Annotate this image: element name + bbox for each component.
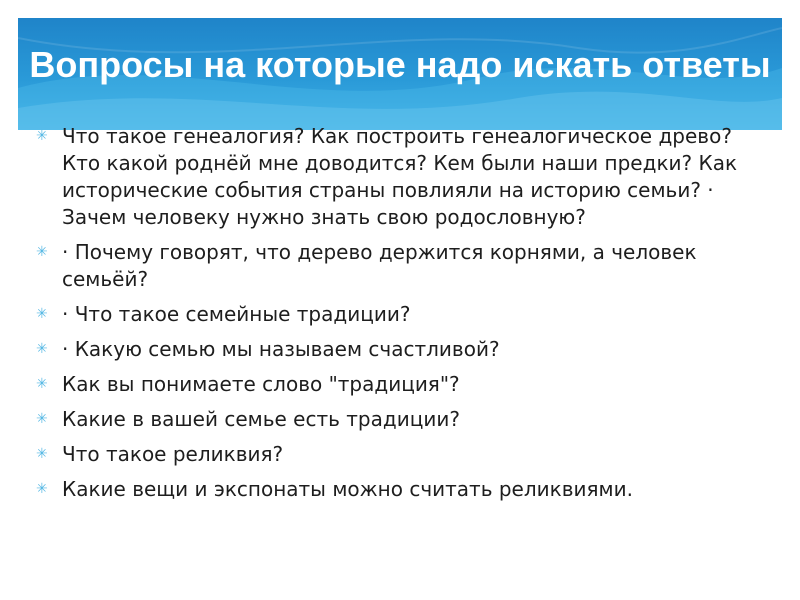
question-list [36,123,756,511]
list-item-text: · Какую семью мы называем счастливой? [62,337,500,361]
list-item-text: Что такое реликвия? [62,442,284,466]
star-bullet-icon: ✳ [36,128,48,144]
list-item [36,476,756,503]
list-item [36,441,756,468]
slide-title: Вопросы на которые надо искать ответы [29,44,771,85]
star-bullet-icon: ✳ [36,446,48,462]
star-bullet-icon: ✳ [36,411,48,427]
list-item [36,406,756,433]
list-item [36,371,756,398]
list-item [36,239,756,293]
list-item-text: Что такое генеалогия? Как построить генеалогическое древо? Кто какой роднёй мне доводится? Кем были наши предки? Как исторические события страны повлияли на историю семьи? · Зачем человеку нужно знать свою родословную? [62,124,738,229]
list-item-text: · Почему говорят, что дерево держится корнями, а человек семьёй? [62,240,697,291]
list-item-text: Какие в вашей семье есть традиции? [62,407,460,431]
star-bullet-icon: ✳ [36,341,48,357]
star-bullet-icon: ✳ [36,244,48,260]
list-item-text: · Что такое семейные традиции? [62,302,411,326]
star-bullet-icon: ✳ [36,306,48,322]
star-bullet-icon: ✳ [36,481,48,497]
star-bullet-icon: ✳ [36,376,48,392]
list-item [36,301,756,328]
title-banner [18,18,782,130]
list-item [36,336,756,363]
list-item [36,123,756,231]
list-item-text: Как вы понимаете слово "традиция"? [62,372,460,396]
list-item-text: Какие вещи и экспонаты можно считать реликвиями. [62,477,633,501]
